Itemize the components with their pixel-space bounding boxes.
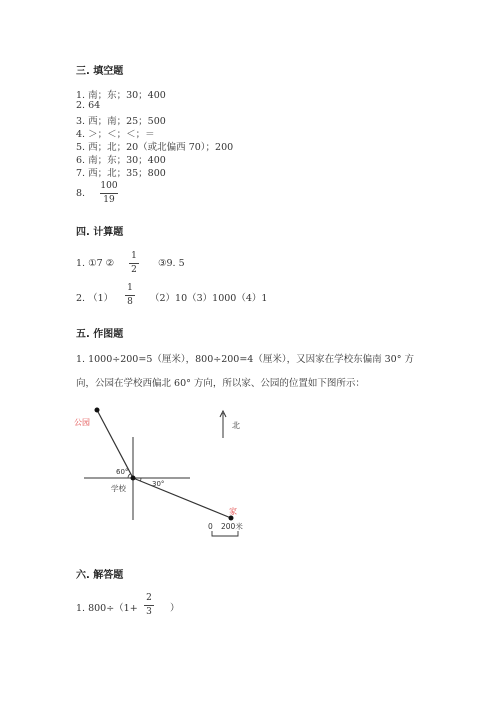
fraction-denominator: 19	[103, 195, 115, 205]
answer-item-1: 1. 南；东；30；400	[76, 90, 166, 101]
scale-bar	[212, 531, 238, 536]
calc-line-2-end: （2）10（3）1000（4）1	[150, 293, 268, 304]
fraction-2-3	[144, 593, 154, 618]
angle-60-label: 60°	[116, 468, 129, 476]
calc-line-1-start: 1. ①7 ②	[76, 258, 115, 269]
drawing-explanation-line-1: 1. 1000÷200=5（厘米），800÷200=4（厘米），又因家在学校东偏南 30° 方	[76, 354, 414, 365]
section5-title: 五. 作图题	[76, 329, 124, 340]
calc-line-1-end: ③9. 5	[158, 258, 185, 269]
answer-item-2: 2. 64	[76, 100, 101, 111]
school-point	[131, 476, 136, 481]
park-point	[95, 408, 100, 413]
park-label: 公园	[74, 418, 90, 427]
fraction-bar	[144, 605, 154, 606]
angle-30-label: 30°	[152, 480, 165, 488]
answer-item-8-label: 8.	[76, 188, 86, 199]
solution-line-end: ）	[170, 603, 180, 614]
home-label: 家	[229, 507, 237, 516]
answer-item-5: 5. 西；北；20（或北偏西 70）；200	[76, 142, 234, 153]
fraction-numerator: 2	[146, 593, 152, 603]
answer-item-6: 6. 南；东；30；400	[76, 155, 166, 166]
scale-200m-label: 200米	[221, 522, 243, 531]
drawing-explanation-line-2: 向，公园在学校西偏北 60° 方向，所以家、公园的位置如下图所示：	[76, 378, 365, 389]
section6-title: 六. 解答题	[76, 570, 124, 581]
fraction-denominator: 3	[146, 607, 152, 617]
solution-line-start: 1. 800÷（1+	[76, 603, 138, 614]
fraction-numerator: 100	[100, 181, 118, 191]
scale-zero-label: 0	[208, 522, 213, 531]
answer-item-4: 4. ＞；＜；＜；＝	[76, 129, 155, 140]
fraction-numerator: 1	[127, 283, 133, 293]
answer-item-7: 7. 西；北；35；800	[76, 168, 166, 179]
fraction-numerator: 1	[131, 251, 137, 261]
answer-item-3: 3. 西；南；25；500	[76, 116, 166, 127]
line-to-home	[133, 478, 231, 518]
calc-line-2-start: 2. （1）	[76, 293, 114, 304]
fraction-denominator: 2	[131, 265, 137, 275]
section3-title: 三. 填空题	[76, 66, 124, 77]
north-label: 北	[232, 421, 240, 430]
school-label: 学校	[111, 484, 126, 493]
home-point	[229, 516, 234, 521]
section4-title: 四. 计算题	[76, 227, 124, 238]
fraction-denominator: 8	[127, 297, 133, 307]
